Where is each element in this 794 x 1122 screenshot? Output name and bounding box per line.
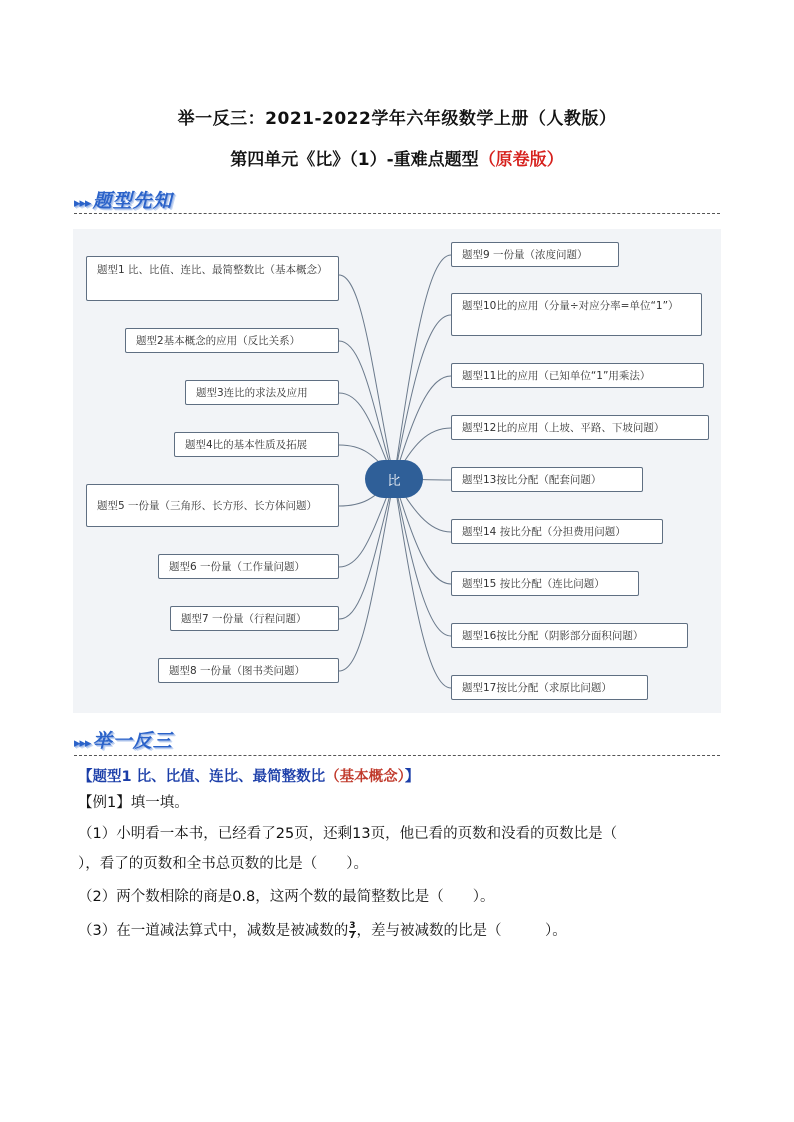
divider — [74, 213, 720, 214]
question-1-line-1: （1）小明看一本书，已经看了25页，还剩13页，他已看的页数和没看的页数比是（ — [78, 826, 618, 842]
divider — [74, 755, 720, 756]
section-heading-text: 举一反三 — [92, 730, 173, 752]
fraction-denominator: 7 — [349, 930, 356, 941]
topic-prefix: 【题型1 比、比值、连比、最简整数比 — [78, 769, 326, 785]
mindmap-node-left-2: 题型2基本概念的应用（反比关系） — [125, 328, 339, 353]
mindmap-node-right-11: 题型11比的应用（已知单位“1”用乘法） — [451, 363, 704, 388]
mind-map — [73, 229, 721, 713]
mindmap-node-left-8: 题型8 一份量（图书类问题） — [158, 658, 339, 683]
question-1-line-2: ），看了的页数和全书总页数的比是（ ）。 — [78, 856, 368, 872]
mindmap-node-right-10: 题型10比的应用（分量÷对应分率=单位“1”） — [451, 293, 702, 336]
mindmap-node-right-16: 题型16按比分配（阴影部分面积问题） — [451, 623, 688, 648]
topic-heading — [78, 765, 728, 789]
topic-suffix: 】 — [404, 769, 420, 785]
mindmap-node-left-7: 题型7 一份量（行程问题） — [170, 606, 339, 631]
document-title: 举一反三：2021-2022学年六年级数学上册（人教版） — [177, 109, 617, 129]
mindmap-node-right-14: 题型14 按比分配（分担费用问题） — [451, 519, 663, 544]
mindmap-center-node: 比 — [365, 460, 423, 498]
section-heading-text: 题型先知 — [92, 190, 173, 212]
question-3-part-b: ，差与被减数的比是（ ）。 — [356, 923, 567, 939]
mindmap-node-left-1: 题型1 比、比值、连比、最简整数比（基本概念） — [86, 256, 339, 301]
example-label: 【例1】填一填。 — [78, 795, 189, 811]
document-subtitle — [0, 145, 794, 170]
triple-arrow-icon: ▸▸▸ — [74, 196, 91, 211]
mindmap-node-right-15: 题型15 按比分配（连比问题） — [451, 571, 639, 596]
mindmap-node-left-5: 题型5 一份量（三角形、长方形、长方体问题） — [86, 484, 339, 527]
section-heading-first — [74, 186, 173, 213]
mindmap-node-left-6: 题型6 一份量（工作量问题） — [158, 554, 339, 579]
section-heading-second — [74, 726, 173, 753]
question-3-part-a: （3）在一道减法算式中，减数是被减数的 — [78, 923, 349, 939]
mindmap-node-right-13: 题型13按比分配（配套问题） — [451, 467, 643, 492]
subtitle-tag: （原卷版） — [478, 150, 564, 170]
mindmap-node-left-4: 题型4比的基本性质及拓展 — [174, 432, 339, 457]
question-3 — [78, 919, 728, 943]
topic-tag: （基本概念） — [325, 769, 405, 785]
mindmap-node-right-12: 题型12比的应用（上坡、平路、下坡问题） — [451, 415, 709, 440]
mindmap-node-right-9: 题型9 一份量（浓度问题） — [451, 242, 619, 267]
triple-arrow-icon: ▸▸▸ — [74, 736, 91, 751]
question-2: （2）两个数相除的商是0.8，这两个数的最简整数比是（ ）。 — [78, 889, 495, 905]
fraction-numerator: 3 — [349, 920, 356, 931]
fraction — [349, 922, 355, 941]
mindmap-node-left-3: 题型3连比的求法及应用 — [185, 380, 339, 405]
subtitle-main: 第四单元《比》（1）-重难点题型 — [230, 150, 479, 170]
mindmap-node-right-17: 题型17按比分配（求原比问题） — [451, 675, 648, 700]
